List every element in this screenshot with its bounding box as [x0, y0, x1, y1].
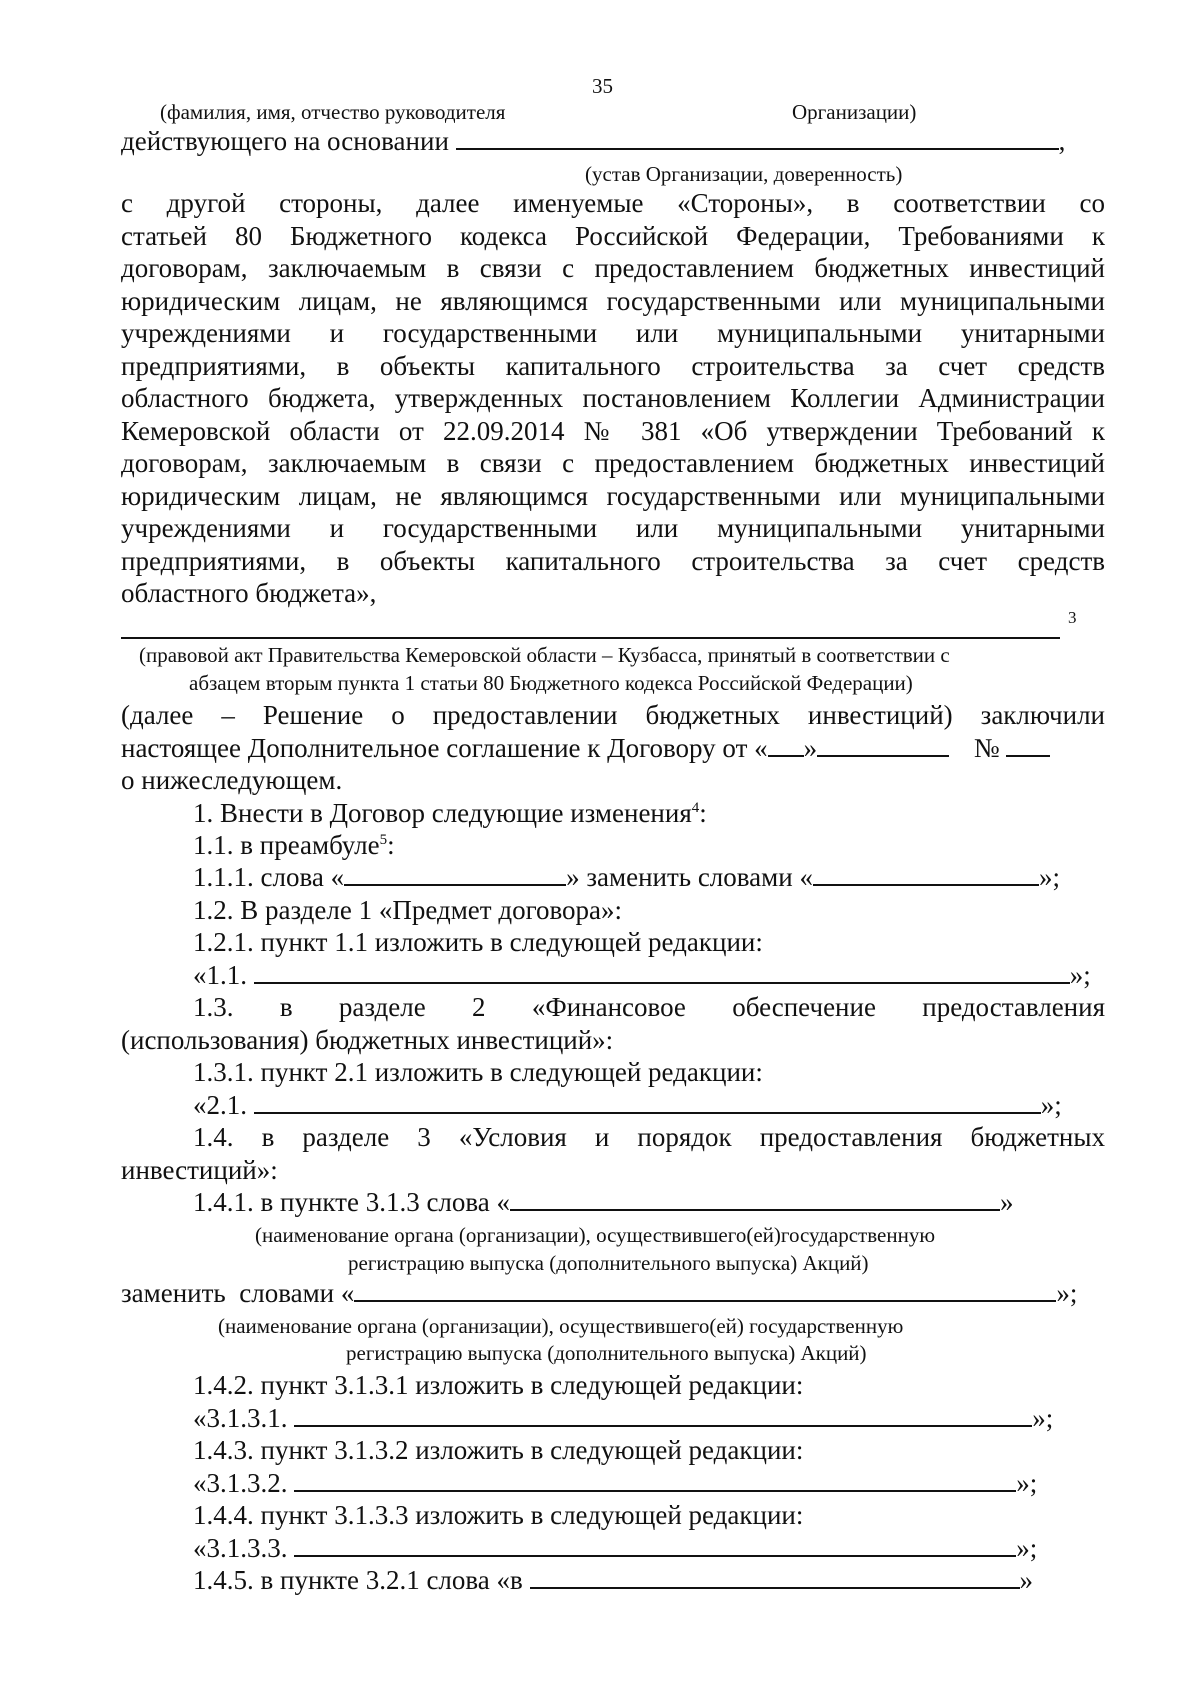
item-1-4-5-end: »: [1019, 1565, 1034, 1595]
replace-with-line: [121, 1278, 1077, 1309]
quote-3-1-3-3-end: »;: [1016, 1533, 1038, 1563]
quote-3-1-3-1-blank: [294, 1424, 1032, 1427]
footnote-ref-3: 3: [1068, 608, 1077, 627]
para1-line: договорам, заключаемым в связи с предоставлением бюджетных инвестиций: [121, 253, 1105, 283]
item-1-4: 1.4. в разделе 3 «Условия и порядок предоставления бюджетных: [193, 1122, 1105, 1152]
legal-act-caption-line: абзацем вторым пункта 1 статьи 80 Бюджетного кодекса Российской Федерации): [189, 671, 913, 695]
item-1-4-5-text: 1.4.5. в пункте 3.2.1 слова «в: [193, 1565, 523, 1595]
page-number: 35: [592, 74, 613, 98]
quote-3-1-3-3-blank: [294, 1554, 1016, 1557]
item-1-text: 1. Внести в Договор следующие изменения: [193, 798, 692, 828]
para1-line: областного бюджета, утвержденных постановлением Коллегии Администрации: [121, 383, 1105, 413]
item-1-1-1: [193, 862, 1060, 893]
quote-1-1-blank: [254, 981, 1070, 984]
head-name-caption: (фамилия, имя, отчество руководителя: [160, 100, 506, 124]
quote-2-1-label: «2.1.: [193, 1090, 247, 1120]
item-1-2-1: 1.2.1. пункт 1.1 изложить в следующей редакции:: [193, 927, 763, 957]
para1-line: предприятиями, в объекты капитального строительства за счет средств: [121, 351, 1105, 381]
item-1-2: 1.2. В разделе 1 «Предмет договора»:: [193, 895, 623, 925]
item-1-1: [193, 830, 395, 861]
item-1-4-1: [193, 1187, 1014, 1218]
para2-contract-line: [121, 733, 1050, 764]
quote-3-1-3-1-label: «3.1.3.1.: [193, 1403, 288, 1433]
para1-line: с другой стороны, далее именуемые «Стороны», в соответствии со: [121, 188, 1105, 218]
item-1-3: 1.3. в разделе 2 «Финансовое обеспечение предоставления: [193, 992, 1105, 1022]
quote-2-1-end: »;: [1040, 1090, 1062, 1120]
item-1-3-cont: (использования) бюджетных инвестиций»:: [121, 1025, 614, 1055]
item-1-4-cont: инвестиций»:: [121, 1155, 278, 1185]
item-1-1-colon: :: [387, 830, 395, 860]
quote-1-1-label: «1.1.: [193, 960, 247, 990]
item-1-4-3: 1.4.3. пункт 3.1.3.2 изложить в следующей редакции:: [193, 1435, 804, 1465]
para1-line: Кемеровской области от 22.09.2014 № 381 «Об утверждении Требований к: [121, 416, 1105, 446]
item-1-1-1-end: »;: [1038, 862, 1060, 892]
contract-number-sign: №: [973, 733, 1000, 763]
org-caption-2-cont: регистрацию выпуска (дополнительного выпуска) Акций): [346, 1341, 867, 1365]
organization-caption: Организации): [792, 100, 917, 124]
item-1-1-text: 1.1. в преамбуле: [193, 830, 380, 860]
quote-3-1-3-1-end: »;: [1032, 1403, 1054, 1433]
item-1-4-5-blank: [530, 1586, 1020, 1589]
item-1-4-4: 1.4.4. пункт 3.1.3.3 изложить в следующей редакции:: [193, 1500, 804, 1530]
para2-line: о нижеследующем.: [121, 765, 343, 795]
contract-quote-close: »: [803, 733, 818, 763]
quote-3-1-3-2-label: «3.1.3.2.: [193, 1468, 288, 1498]
item-1-4-2: 1.4.2. пункт 3.1.3.1 изложить в следующей редакции:: [193, 1370, 804, 1400]
acting-basis-line: [121, 126, 1065, 157]
acting-basis-text: действующего на основании: [121, 126, 449, 156]
legal-act-caption-line: (правовой акт Правительства Кемеровской области – Кузбасса, принятый в соответствии с: [139, 643, 950, 667]
para1-line: учреждениями и государственными или муниципальными унитарными: [121, 318, 1105, 348]
quote-3-1-3-2: [193, 1468, 1037, 1499]
item-1: [193, 798, 707, 829]
quote-3-1-3-2-end: »;: [1016, 1468, 1038, 1498]
legal-act-blank: [121, 637, 1060, 639]
quote-2-1-blank: [254, 1111, 1041, 1114]
org-caption-2: (наименование органа (организации), осуществившего(ей) государственную: [218, 1314, 904, 1338]
contract-day-blank: [768, 754, 804, 757]
para2-line: (далее – Решение о предоставлении бюджетных инвестиций) заключили: [121, 700, 1105, 730]
replace-with-text: заменить словами «: [121, 1278, 355, 1308]
footnote-ref-4: 4: [691, 800, 700, 816]
para1-line: областного бюджета»,: [121, 578, 377, 608]
quote-3-1-3-3-label: «3.1.3.3.: [193, 1533, 288, 1563]
new-organ-blank: [354, 1299, 1056, 1302]
item-1-colon: :: [699, 798, 707, 828]
para1-line: юридическим лицам, не являющимся государственными или муниципальными: [121, 286, 1105, 316]
item-1-4-1-end: »: [1000, 1187, 1014, 1217]
quote-2-1: [193, 1090, 1062, 1121]
basis-blank: [456, 147, 1059, 150]
contract-number-blank: [1006, 754, 1050, 757]
para1-line: договорам, заключаемым в связи с предоставлением бюджетных инвестиций: [121, 448, 1105, 478]
para1-line: учреждениями и государственными или муниципальными унитарными: [121, 513, 1105, 543]
item-1-1-1-text: 1.1.1. слова «: [193, 862, 345, 892]
para1-line: статьей 80 Бюджетного кодекса Российской Федерации, Требованиями к: [121, 221, 1105, 251]
para1-line: предприятиями, в объекты капитального строительства за счет средств: [121, 546, 1105, 576]
acting-basis-comma: ,: [1058, 126, 1066, 156]
footnote-ref-5: 5: [379, 832, 388, 848]
para1-line: юридическим лицам, не являющимся государственными или муниципальными: [121, 481, 1105, 511]
new-words-blank: [813, 883, 1039, 886]
org-caption-1: (наименование органа (организации), осуществившего(ей)государственную: [255, 1223, 936, 1247]
item-1-4-5: [193, 1565, 1033, 1596]
quote-1-1-end: »;: [1069, 960, 1091, 990]
registration-organ-blank: [510, 1208, 1000, 1211]
contract-month-blank: [817, 754, 949, 757]
item-1-3-1: 1.3.1. пункт 2.1 изложить в следующей редакции:: [193, 1057, 763, 1087]
item-1-1-1-replace-text: » заменить словами «: [566, 862, 813, 892]
item-1-4-1-text: 1.4.1. в пункте 3.1.3 слова «: [193, 1187, 511, 1217]
replace-with-end: »;: [1056, 1278, 1078, 1308]
old-words-blank: [344, 883, 566, 886]
quote-3-1-3-3: [193, 1533, 1037, 1564]
contract-ref-text: настоящее Дополнительное соглашение к Договору от «: [121, 733, 768, 763]
quote-1-1: [193, 960, 1091, 991]
quote-3-1-3-1: [193, 1403, 1053, 1434]
quote-3-1-3-2-blank: [294, 1489, 1016, 1492]
basis-caption: (устав Организации, доверенность): [585, 162, 903, 186]
org-caption-1-cont: регистрацию выпуска (дополнительного выпуска) Акций): [348, 1251, 869, 1275]
